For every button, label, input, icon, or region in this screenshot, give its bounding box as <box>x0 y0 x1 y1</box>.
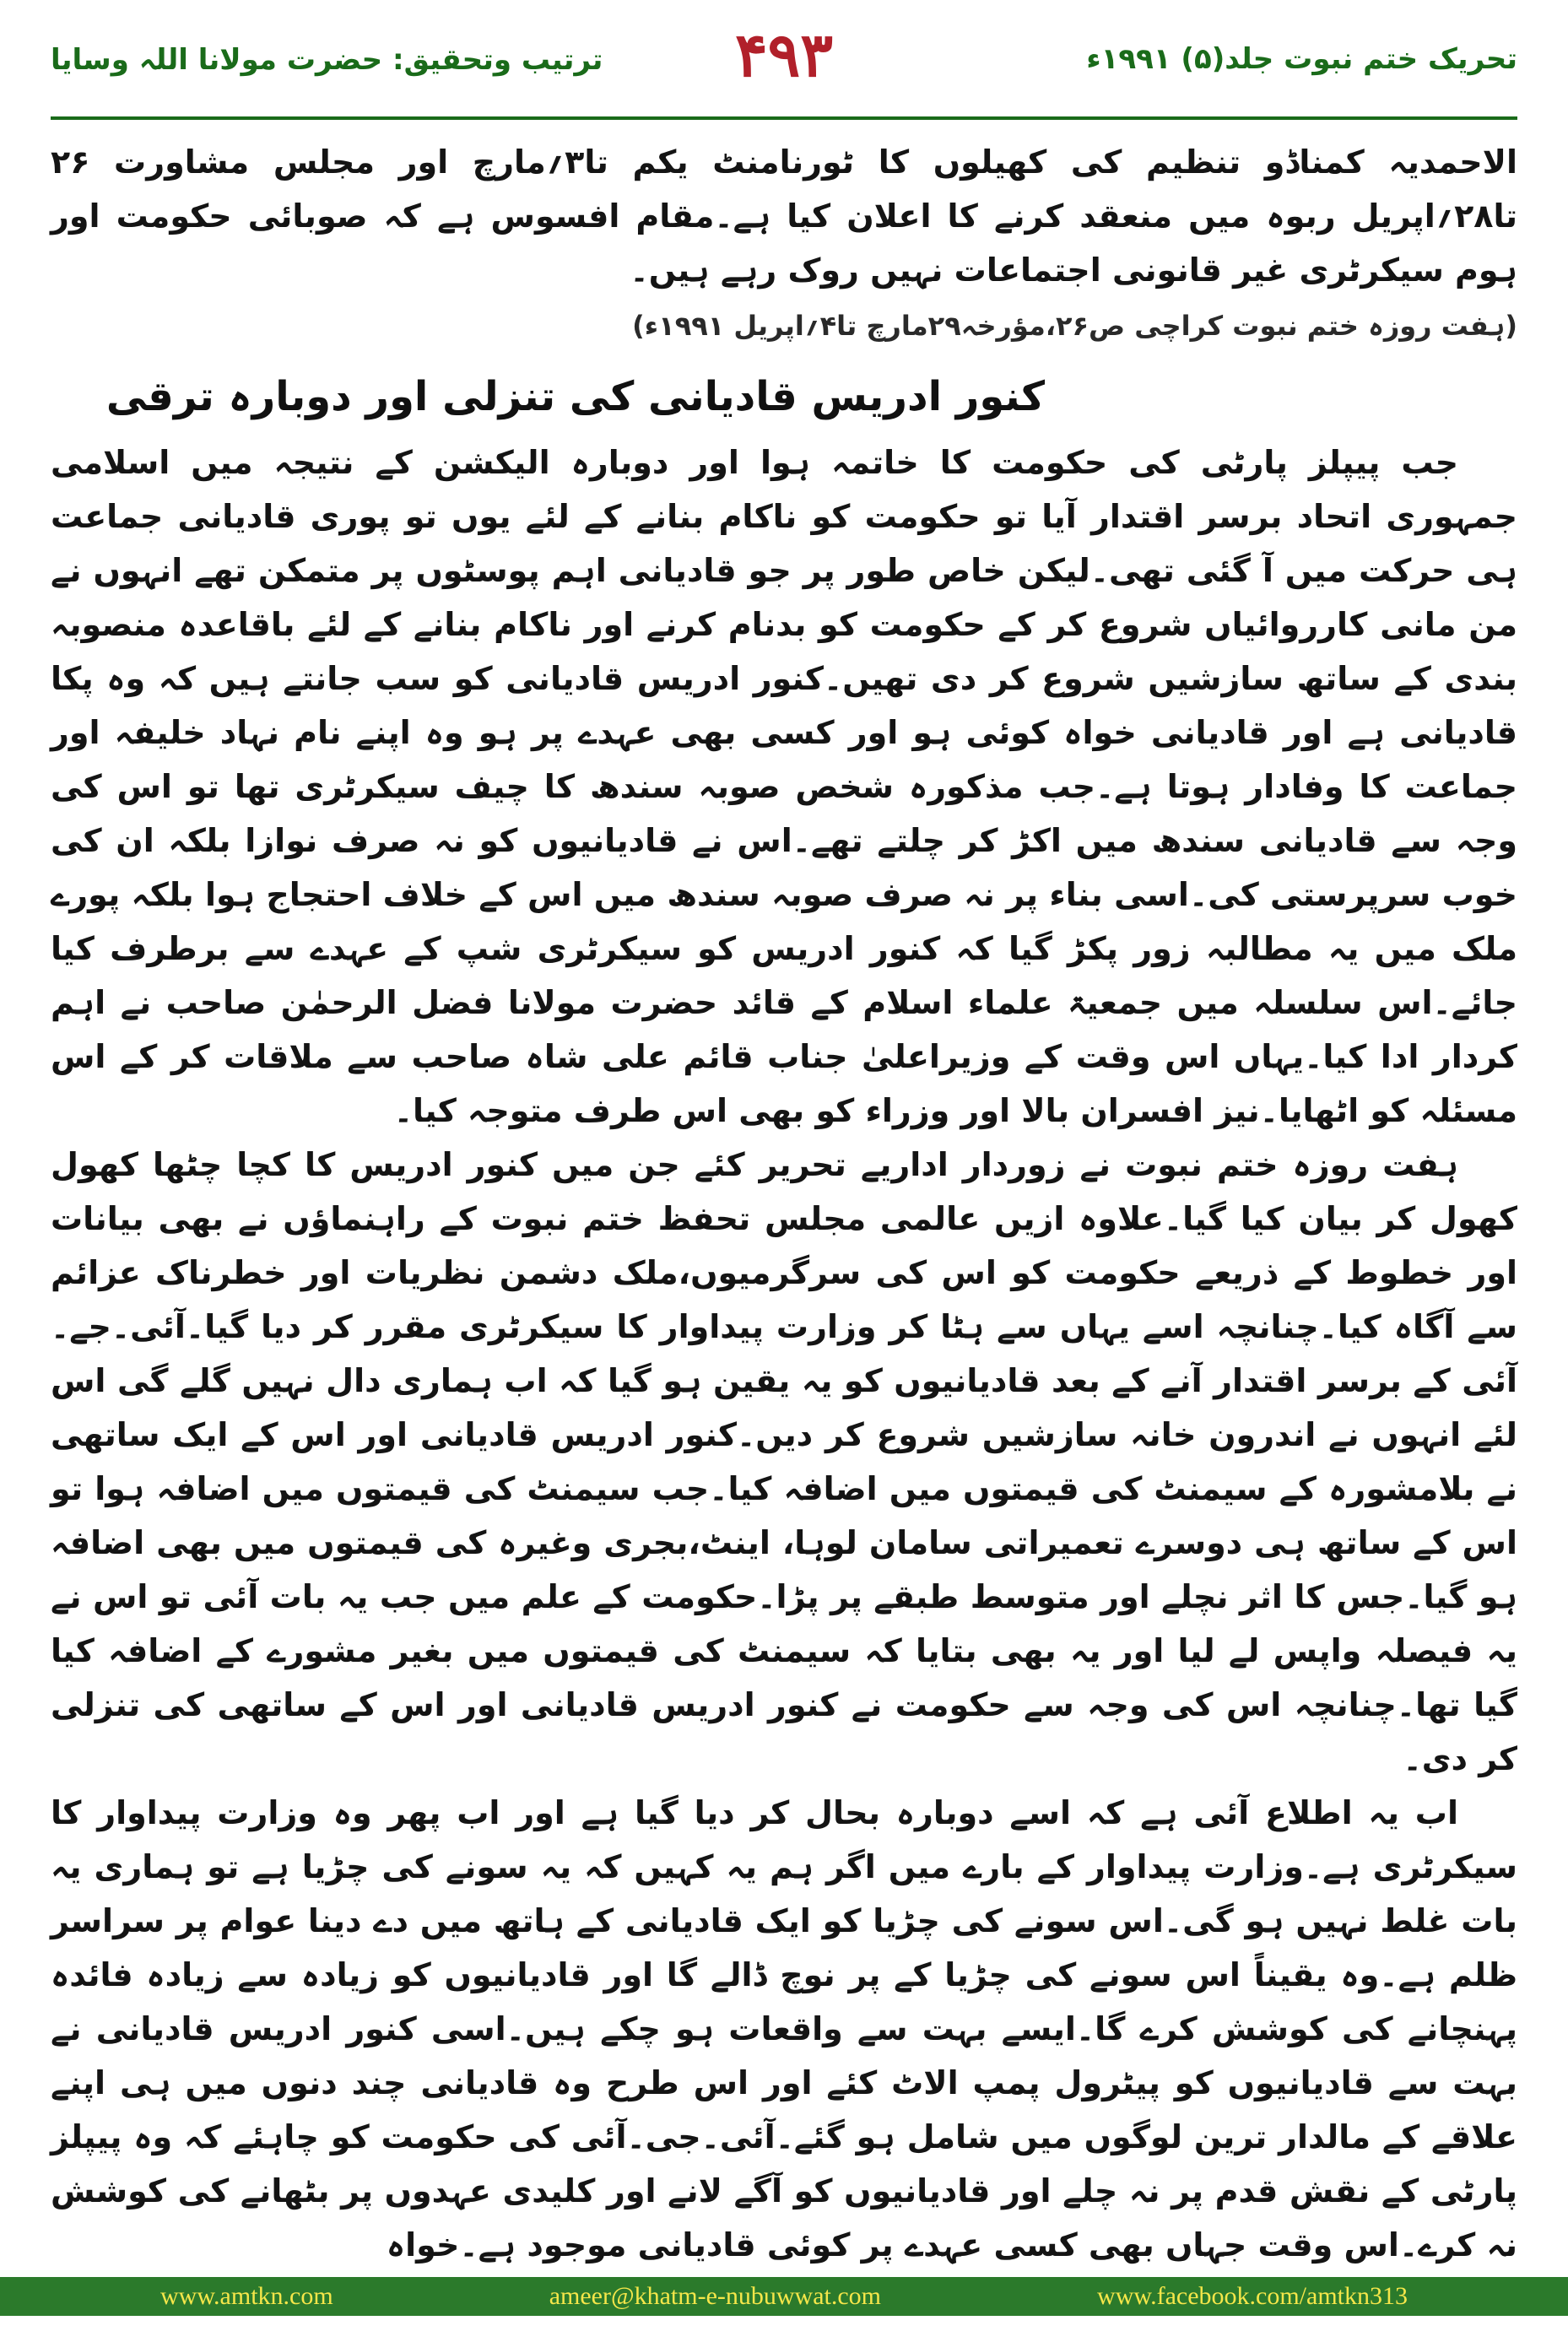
footer-email-link[interactable]: ameer@khatm-e-nubuwwat.com <box>549 2282 882 2310</box>
page-body <box>51 135 1517 2264</box>
header-book-title: تحریک ختم نبوت جلد(۵) ۱۹۹۱ء <box>1086 42 1517 76</box>
header-divider <box>51 116 1517 120</box>
footer-website-link[interactable]: www.amtkn.com <box>160 2282 333 2310</box>
paragraph-2: ہفت روزہ ختم نبوت نے زوردار اداریے تحریر کئے جن میں کنور ادریس کا کچا چٹھا کھول کھول کر بیان کیا گیا۔علاوہ ازیں عالمی مجلس تحفظ ختم نبوت کے راہنماؤں نے بھی بیانات اور خطوط کے ذریعے حکومت کو اس کی سرگرمیوں،ملک دشمن نظریات اور خطرناک عزائم سے آگاہ کیا۔چنانچہ اسے یہاں سے ہٹا کر وزارت پیداوار کا سیکرٹری مقرر کر دیا گیا۔آئی۔جے۔آئی کے برسر اقتدار آنے کے بعد قادیانیوں کو یہ یقین ہو گیا کہ اب ہماری دال نہیں گلے گی اس لئے انہوں نے اندرون خانہ سازشیں شروع کر دیں۔کنور ادریس قادیانی اور اس کے ایک ساتھی نے بلامشورہ کے سیمنٹ کی قیمتوں میں اضافہ کیا۔جب سیمنٹ کی قیمتوں میں اضافہ ہوا تو اس کے ساتھ ہی دوسرے تعمیراتی سامان لوہا، اینٹ،بجری وغیرہ کی قیمتوں میں بھی اضافہ ہو گیا۔جس کا اثر نچلے اور متوسط طبقے پر پڑا۔حکومت کے علم میں جب یہ بات آئی تو اس نے یہ فیصلہ واپس لے لیا اور یہ بھی بتایا کہ سیمنٹ کی قیمتوں میں بغیر مشورے کے اضافہ کیا گیا تھا۔چنانچہ اس کی وجہ سے حکومت نے کنور ادریس قادیانی اور اس کے ساتھی کی تنزلی کر دی۔ <box>51 1146 1517 1777</box>
page-number: ۴۹۳ <box>734 19 833 90</box>
paragraph-continued: الاحمدیہ کمناڈو تنظیم کی کھیلوں کا ٹورنامنٹ یکم تا۳؍مارچ اور مجلس مشاورت ۲۶ تا۲۸؍اپریل ربوہ میں منعقد کرنے کا اعلان کیا ہے۔مقام افسوس ہے کہ صوبائی حکومت اور ہوم سیکرٹری غیر قانونی اجتماعات نہیں روک رہے ہیں۔ <box>51 143 1517 289</box>
footer-facebook-link[interactable]: www.facebook.com/amtkn313 <box>1097 2282 1408 2310</box>
header-credit: ترتیب وتحقیق: حضرت مولانا اللہ وسایا <box>51 43 603 77</box>
page-footer <box>0 2277 1568 2316</box>
source-citation: (ہفت روزہ ختم نبوت کراچی ص۲۶،مؤرخہ۲۹مارچ تا۴؍اپریل ۱۹۹۱ء) <box>632 310 1517 342</box>
section-heading: کنور ادریس قادیانی کی تنزلی اور دوبارہ ترقی <box>105 373 1045 420</box>
page-header <box>51 19 1517 111</box>
paragraph-3: اب یہ اطلاع آئی ہے کہ اسے دوبارہ بحال کر دیا گیا ہے اور اب پھر وہ وزارت پیداوار کا سیکرٹری ہے۔وزارت پیداوار کے بارے میں اگر ہم یہ کہیں کہ یہ سونے کی چڑیا ہے تو ہماری یہ بات غلط نہیں ہو گی۔اس سونے کی چڑیا کو ایک قادیانی کے ہاتھ میں دے دینا عوام پر سراسر ظلم ہے۔وہ یقیناً اس سونے کی چڑیا کے پر نوچ ڈالے گا اور قادیانیوں کو زیادہ سے زیادہ فائدہ پہنچانے کی کوشش کرے گا۔ایسے بہت سے واقعات ہو چکے ہیں۔اسی کنور ادریس قادیانی نے بہت سے قادیانیوں کو پیٹرول پمپ الاٹ کئے اور اس طرح وہ قادیانی چند دنوں میں ہی اپنے علاقے کے مالدار ترین لوگوں میں شامل ہو گئے۔آئی۔جی۔آئی کی حکومت کو چاہئے کہ وہ پیپلز پارٹی کے نقش قدم پر نہ چلے اور قادیانیوں کو آگے لانے اور کلیدی عہدوں پر بٹھانے کی کوشش نہ کرے۔اس وقت جہاں بھی کسی عہدے پر کوئی قادیانی موجود ہے۔خواہ <box>51 1794 1517 2264</box>
paragraph-1: جب پیپلز پارٹی کی حکومت کا خاتمہ ہوا اور دوبارہ الیکشن کے نتیجہ میں اسلامی جمہوری اتحاد برسر اقتدار آیا تو حکومت کو ناکام بنانے کے لئے یوں تو پوری قادیانی جماعت ہی حرکت میں آ گئی تھی۔لیکن خاص طور پر جو قادیانی اہم پوسٹوں پر متمکن تھے انہوں نے من مانی کارروائیاں شروع کر کے حکومت کو بدنام کرنے اور ناکام بنانے کے لئے باقاعدہ منصوبہ بندی کے ساتھ سازشیں شروع کر دی تھیں۔کنور ادریس قادیانی کو سب جانتے ہیں کہ وہ پکا قادیانی ہے اور قادیانی خواہ کوئی ہو اور کسی بھی عہدے پر ہو وہ اپنے نام نہاد خلیفہ اور جماعت کا وفادار ہوتا ہے۔جب مذکورہ شخص صوبہ سندھ کا چیف سیکرٹری تھا تو اس کی وجہ سے قادیانی سندھ میں اکڑ کر چلتے تھے۔اس نے قادیانیوں کو نہ صرف نوازا بلکہ ان کی خوب سرپرستی کی۔اسی بناء پر نہ صرف صوبہ سندھ میں اس کے خلاف احتجاج ہوا بلکہ پورے ملک میں یہ مطالبہ زور پکڑ گیا کہ کنور ادریس کو سیکرٹری شپ کے عہدے سے برطرف کیا جائے۔اس سلسلہ میں جمعیۃ علماء اسلام کے قائد حضرت مولانا فضل الرحمٰن صاحب نے اہم کردار ادا کیا۔یہاں اس وقت کے وزیراعلیٰ جناب قائم علی شاہ صاحب سے ملاقات کر کے اس مسئلہ کو اٹھایا۔نیز افسران بالا اور وزراء کو بھی اس طرف متوجہ کیا۔ <box>51 444 1517 1129</box>
